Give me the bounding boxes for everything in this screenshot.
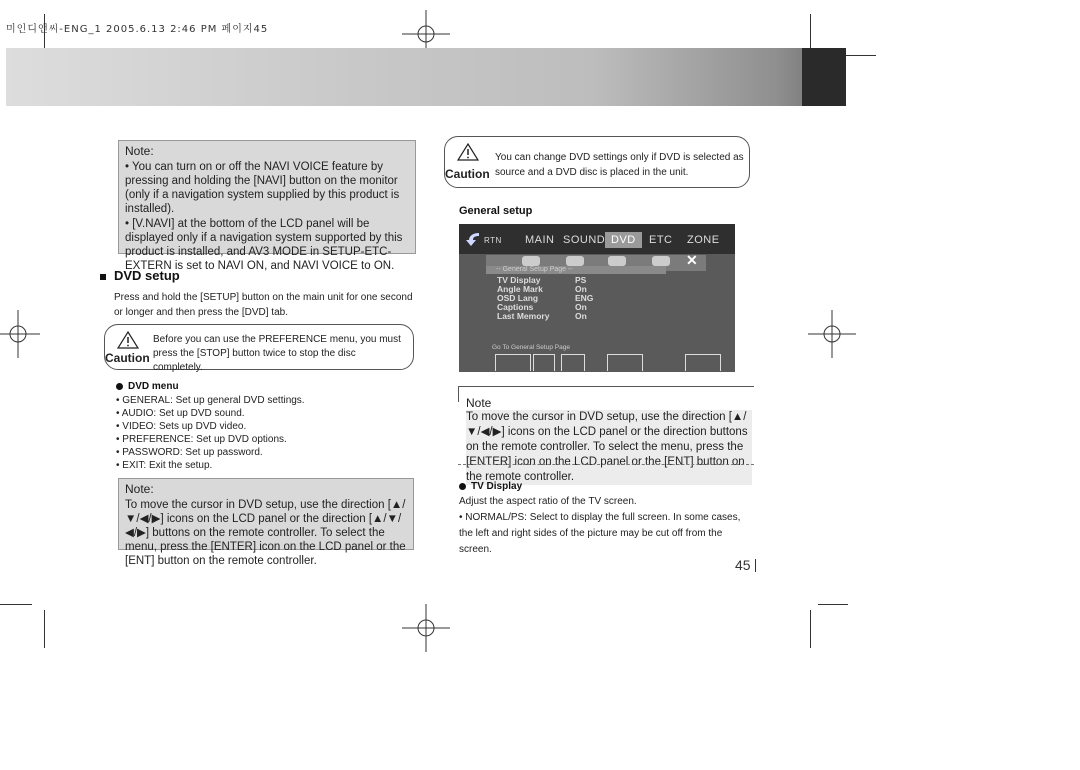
- caution-text: Before you can use the PREFERENCE menu, you must press the [STOP] button twice to stop the disc completely.: [153, 334, 401, 373]
- tv-display-desc: Adjust the aspect ratio of the TV screen.: [459, 496, 637, 507]
- setting-row[interactable]: [497, 311, 587, 321]
- bullet-dot-icon: [459, 483, 466, 490]
- video-icon[interactable]: [608, 256, 626, 266]
- tv-display-item: • NORMAL/PS: Select to display the full screen. In some cases, the left and right sides of the picture may be cut off from the screen.: [459, 512, 741, 555]
- menu-footer: Go To General Setup Page: [492, 344, 570, 351]
- caution-label: Caution: [105, 351, 150, 365]
- warning-triangle-icon: [457, 143, 479, 161]
- setting-value: PS: [575, 275, 587, 285]
- intro-paragraph: Press and hold the [SETUP] button on the main unit for one second or longer and then press the [DVD] tab.: [114, 292, 413, 318]
- registration-mark-icon: [0, 310, 40, 358]
- setting-name: TV Display: [497, 275, 541, 285]
- list-item: • PASSWORD: Set up password.: [116, 447, 263, 458]
- exit-x-icon[interactable]: ✕: [686, 252, 698, 268]
- tab-sound[interactable]: SOUND: [563, 234, 606, 246]
- setting-value: On: [575, 284, 587, 294]
- note-box-cursor: [118, 478, 414, 567]
- tab-etc[interactable]: ETC: [649, 234, 673, 246]
- bullet-dot-icon: [116, 383, 123, 390]
- note-box-right: [458, 386, 754, 483]
- note-text: To move the cursor in DVD setup, use the direction [▲/▼/◀/▶] icons on the LCD panel or the direction buttons on the remote controller. To select the menu, press the [ENTER] icon on the LCD panel or the [ENT] button on the remote controller.: [466, 410, 752, 485]
- list-item: • EXIT: Exit the setup.: [116, 460, 213, 471]
- page-number-text: 45: [735, 557, 751, 573]
- setting-value: ENG: [575, 293, 594, 303]
- menu-button[interactable]: [561, 354, 585, 371]
- menu-button[interactable]: [533, 354, 555, 371]
- header-band-tab: [802, 48, 846, 106]
- caution-box-right: [444, 136, 750, 188]
- registration-mark-icon: [808, 310, 856, 358]
- caution-box: [104, 324, 414, 373]
- setting-list: [497, 275, 594, 321]
- setting-name: Last Memory: [497, 311, 550, 321]
- audio-icon[interactable]: [566, 256, 584, 266]
- section-title: [100, 268, 180, 283]
- menu-button[interactable]: [685, 354, 721, 371]
- crop-mark: [810, 610, 811, 648]
- crop-mark: [846, 55, 876, 56]
- dvd-setup-screen: [459, 224, 735, 372]
- crop-mark: [0, 604, 32, 605]
- crop-mark: [818, 604, 848, 605]
- caution-text: You can change DVD settings only if DVD is selected as source and a DVD disc is placed in the unit.: [495, 152, 744, 178]
- general-icon[interactable]: [522, 256, 540, 266]
- list-item: • VIDEO: Sets up DVD video.: [116, 421, 247, 432]
- dvd-menu-list: [116, 394, 305, 472]
- caution-label: Caution: [445, 167, 490, 181]
- menu-button[interactable]: [495, 354, 531, 371]
- setting-name: Captions: [497, 302, 534, 312]
- list-item: • GENERAL: Set up general DVD settings.: [116, 395, 305, 406]
- print-imprint: 미인디앤씨-ENG_1 2005.6.13 2:46 PM 페이지45: [6, 24, 269, 35]
- note-box-navi: [118, 140, 416, 272]
- tab-dvd[interactable]: DVD: [605, 232, 642, 248]
- list-item: • PREFERENCE: Set up DVD options.: [116, 434, 287, 445]
- divider: [458, 386, 459, 402]
- registration-mark-icon: [402, 604, 450, 652]
- note-title: Note:: [125, 482, 154, 496]
- list-item: • AUDIO: Set up DVD sound.: [116, 408, 245, 419]
- dvd-menu-heading-text: DVD menu: [128, 381, 179, 392]
- note-title: Note: [466, 396, 492, 410]
- crop-mark: [44, 610, 45, 648]
- preference-icon[interactable]: [652, 256, 670, 266]
- setting-name: OSD Lang: [497, 293, 539, 303]
- tv-display-heading: [459, 481, 522, 492]
- setting-value: On: [575, 311, 587, 321]
- warning-triangle-icon: [117, 331, 139, 349]
- page-number-rule: [755, 559, 756, 572]
- menu-button-row: [489, 354, 735, 372]
- note-text: To move the cursor in DVD setup, use the direction [▲/▼/◀/▶] icons on the LCD panel or the direction [▲/▼/◀/▶] buttons on the remote controller. To select the menu, press the [ENTER] icon on the LCD panel or the [ENT] button on the remote controller.: [125, 499, 406, 567]
- tv-display-heading-text: TV Display: [471, 481, 523, 492]
- header-band: [6, 48, 844, 106]
- note-item: • You can turn on or off the NAVI VOICE feature by pressing and holding the [NAVI] button on the monitor (only if a navigation system supplied by this product is installed).: [125, 161, 400, 215]
- divider: [458, 386, 754, 387]
- divider: [458, 464, 754, 466]
- return-arrow-icon[interactable]: [463, 230, 483, 248]
- tab-rtn[interactable]: RTN: [484, 236, 502, 245]
- note-item: • [V.NAVI] at the bottom of the LCD panel will be displayed only if a navigation system supported by this product is installed, and AV3 MODE in SETUP-ETC-EXTERN is set to NAVI ON, and NAVI VOICE to ON.: [125, 218, 403, 272]
- setting-name: Angle Mark: [497, 284, 543, 294]
- square-bullet-icon: [100, 274, 106, 280]
- menu-tab-bar: [459, 224, 735, 254]
- page-number: [735, 557, 756, 573]
- menu-subheader: -- General Setup Page --: [486, 266, 666, 274]
- tab-main[interactable]: MAIN: [525, 234, 555, 246]
- crop-mark: [810, 14, 811, 48]
- setting-value: On: [575, 302, 587, 312]
- note-title: Note:: [125, 144, 154, 158]
- menu-button[interactable]: [607, 354, 643, 371]
- section-title-text: DVD setup: [114, 268, 180, 283]
- tab-zone[interactable]: ZONE: [687, 234, 720, 246]
- dvd-menu-heading: [116, 381, 179, 392]
- general-setup-title: General setup: [459, 205, 533, 217]
